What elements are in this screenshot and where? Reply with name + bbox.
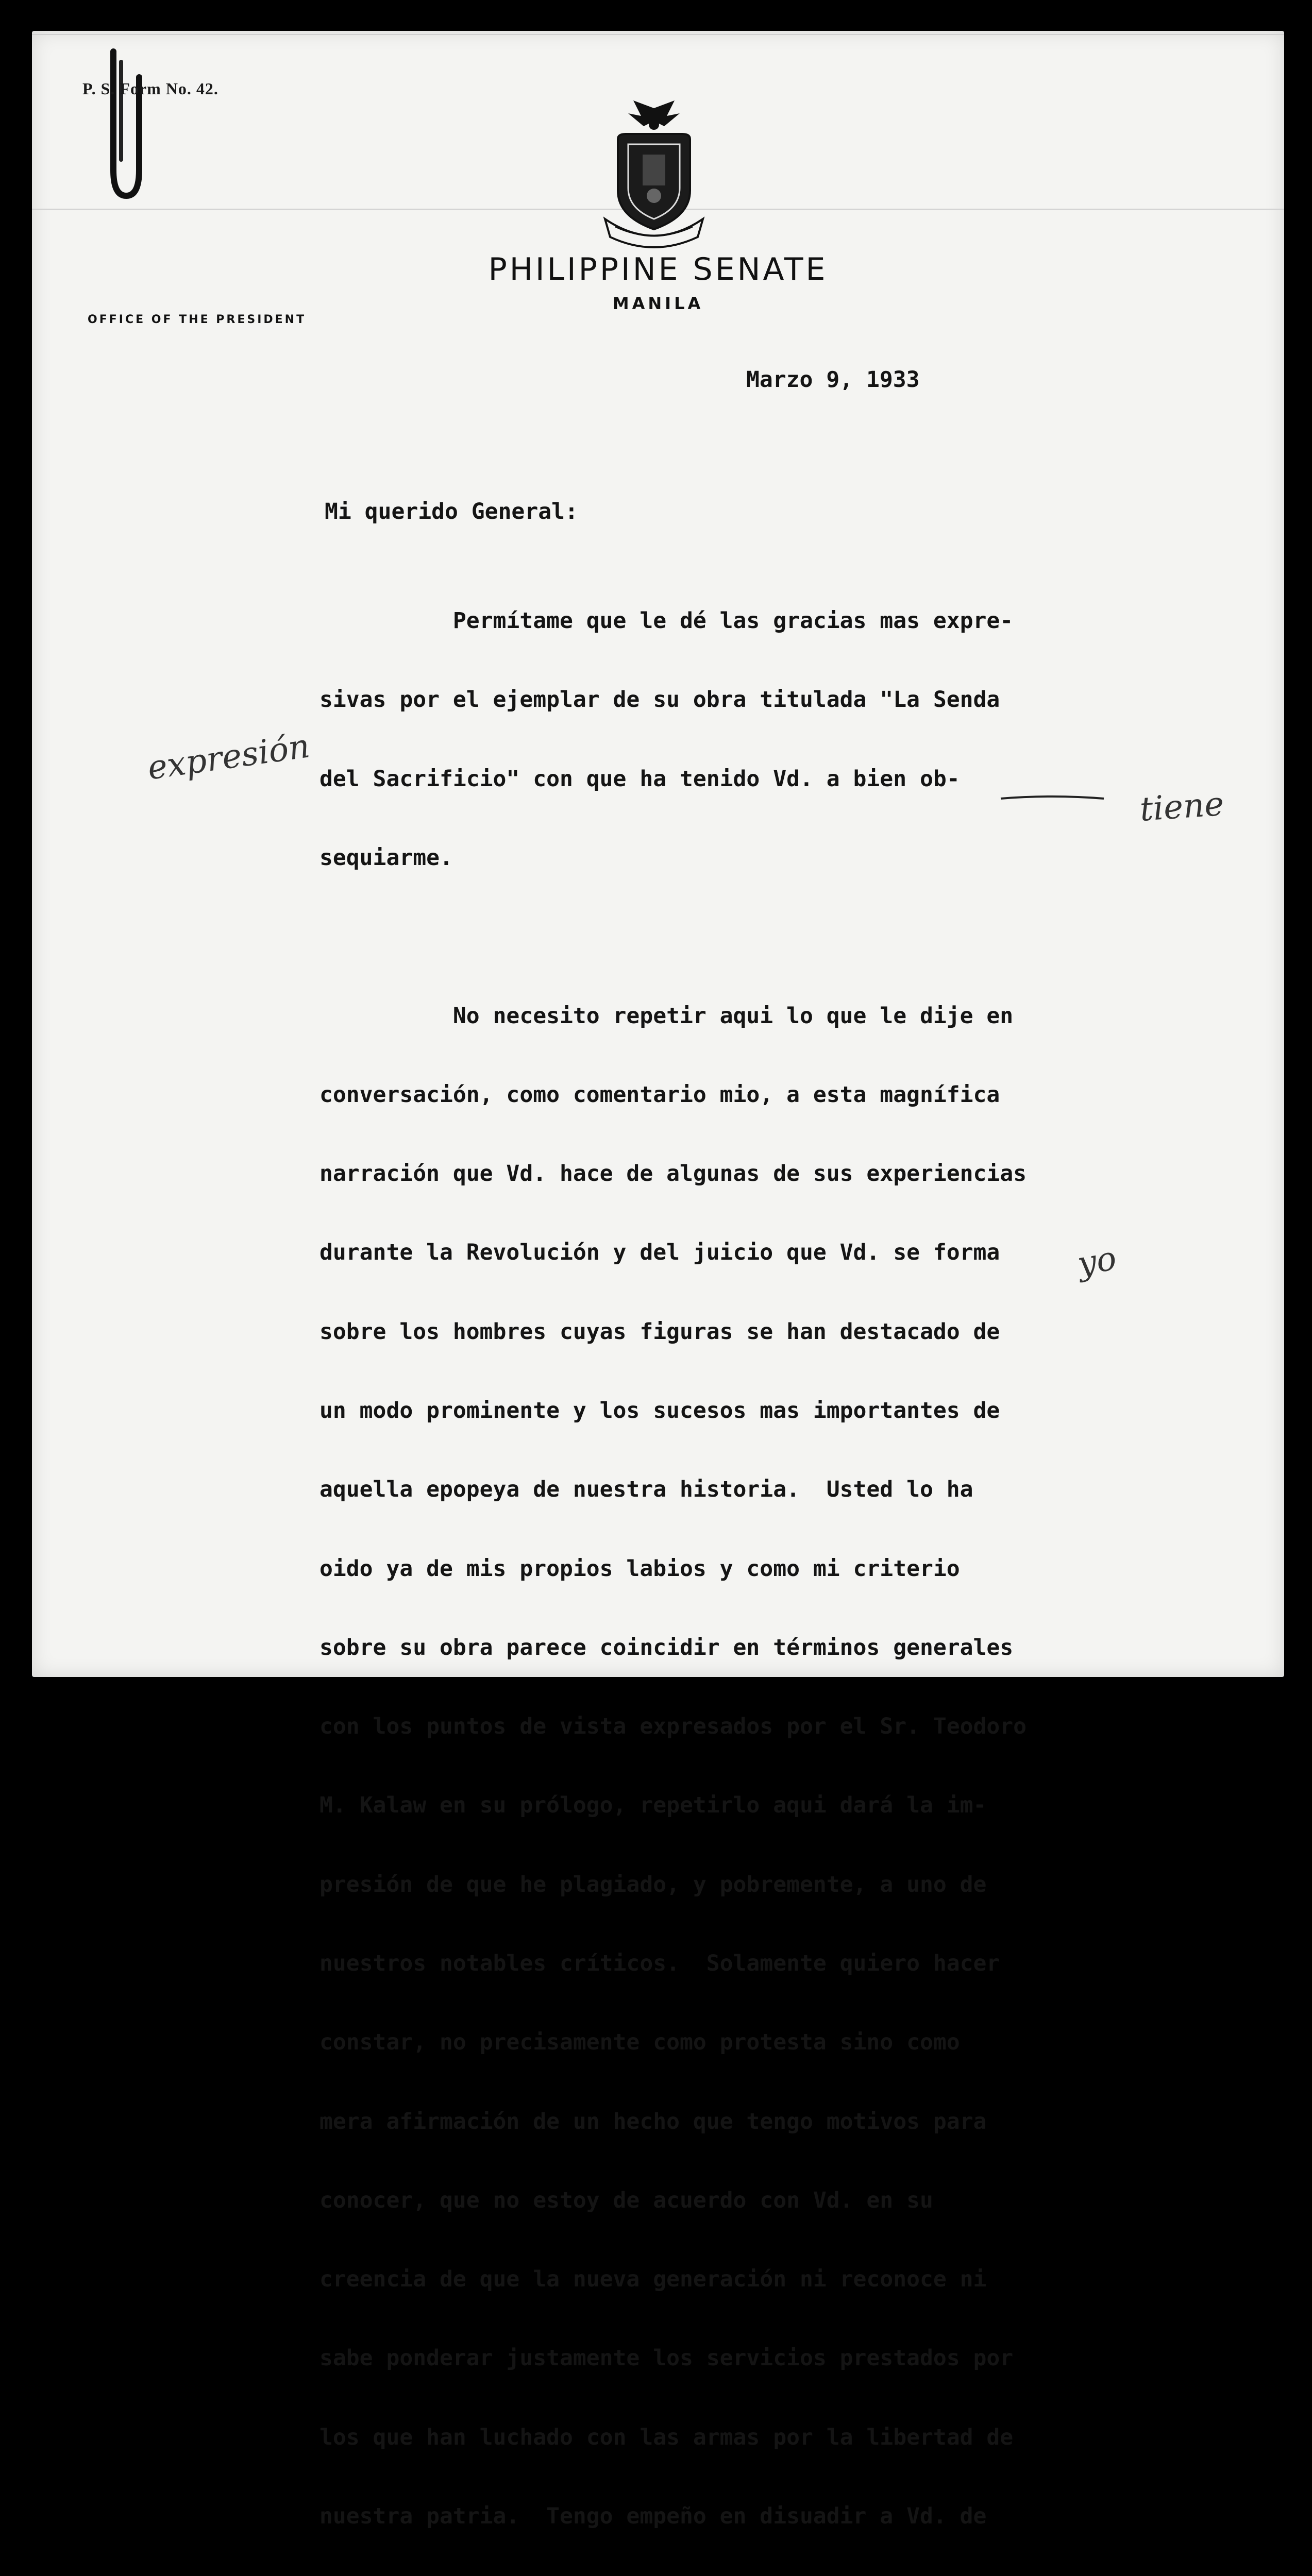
body-line: nuestra patria. Tengo empeño en disuadir a Vd. de: [319, 2503, 987, 2529]
body-line: sobre los hombres cuyas figuras se han destacado de: [319, 1318, 1000, 1345]
paper-clip-icon: [103, 41, 144, 206]
body-line: sequiarme.: [319, 845, 453, 871]
institution-name: PHILIPPINE SENATE: [488, 251, 828, 287]
body-line: sivas por el ejemplar de su obra titulada "La Senda: [319, 687, 1000, 713]
body-line: Permítame que le dé las gracias mas expre-: [319, 608, 1014, 634]
body-line: un modo prominente y los sucesos mas importantes de: [319, 1398, 1000, 1423]
senate-seal-icon: [602, 98, 705, 247]
body-line: [319, 924, 1027, 950]
body-line: creencia de que la nueva generación ni reconoce ni: [319, 2266, 987, 2293]
body-line: presión de que he plagiado, y pobremente, a uno de: [319, 1871, 987, 1897]
handwritten-margin-note: tiene: [1138, 785, 1225, 829]
body-line: conversación, como comentario mio, a esta magnífica: [319, 1081, 1000, 1108]
form-number: P. S. Form No. 42.: [82, 79, 218, 98]
body-line: nuestros notables críticos. Solamente quiero hacer: [319, 1950, 1000, 1976]
handwritten-margin-note: expresión: [145, 727, 312, 788]
body-line: aquella epopeya de nuestra historia. Usted lo ha: [319, 1477, 973, 1503]
page-edge-line: [32, 34, 1284, 35]
letter-body: [319, 555, 1027, 2576]
body-line: M. Kalaw en su prólogo, repetirlo aqui dará la im-: [319, 1792, 987, 1819]
body-line: del Sacrificio" con que ha tenido Vd. a bien ob-: [319, 766, 960, 792]
letter-page: [32, 31, 1284, 2529]
body-line: No necesito repetir aqui lo que le dije en: [319, 1003, 1014, 1029]
handwritten-strike-mark: [1001, 792, 1104, 803]
body-line: conocer, que no estoy de acuerdo con Vd. en su: [319, 2187, 933, 2213]
body-line: durante la Revolución y del juicio que Vd. se forma: [319, 1240, 1000, 1266]
body-line: sabe ponderar justamente los servicios prestados por: [319, 2345, 1014, 2371]
institution-city: MANILA: [612, 294, 704, 313]
body-line: los que han luchado con las armas por la libertad de: [319, 2424, 1014, 2450]
handwritten-margin-note: yo: [1074, 1239, 1119, 1284]
body-line: con los puntos de vista expresados por el Sr. Teodoro: [319, 1714, 1027, 1740]
letter-salutation: Mi querido General:: [325, 499, 578, 524]
letter-date: Marzo 9, 1933: [746, 367, 920, 393]
office-title: OFFICE OF THE PRESIDENT: [88, 313, 307, 326]
body-line: constar, no precisamente como protesta sino como: [319, 2029, 960, 2056]
body-line: sobre su obra parece coincidir en términos generales: [319, 1634, 1014, 1660]
body-line: oido ya de mis propios labios y como mi criterio: [319, 1555, 960, 1582]
body-line: mera afirmación de un hecho que tengo motivos para: [319, 2108, 987, 2134]
body-line: narración que Vd. hace de algunas de sus experiencias: [319, 1161, 1027, 1187]
